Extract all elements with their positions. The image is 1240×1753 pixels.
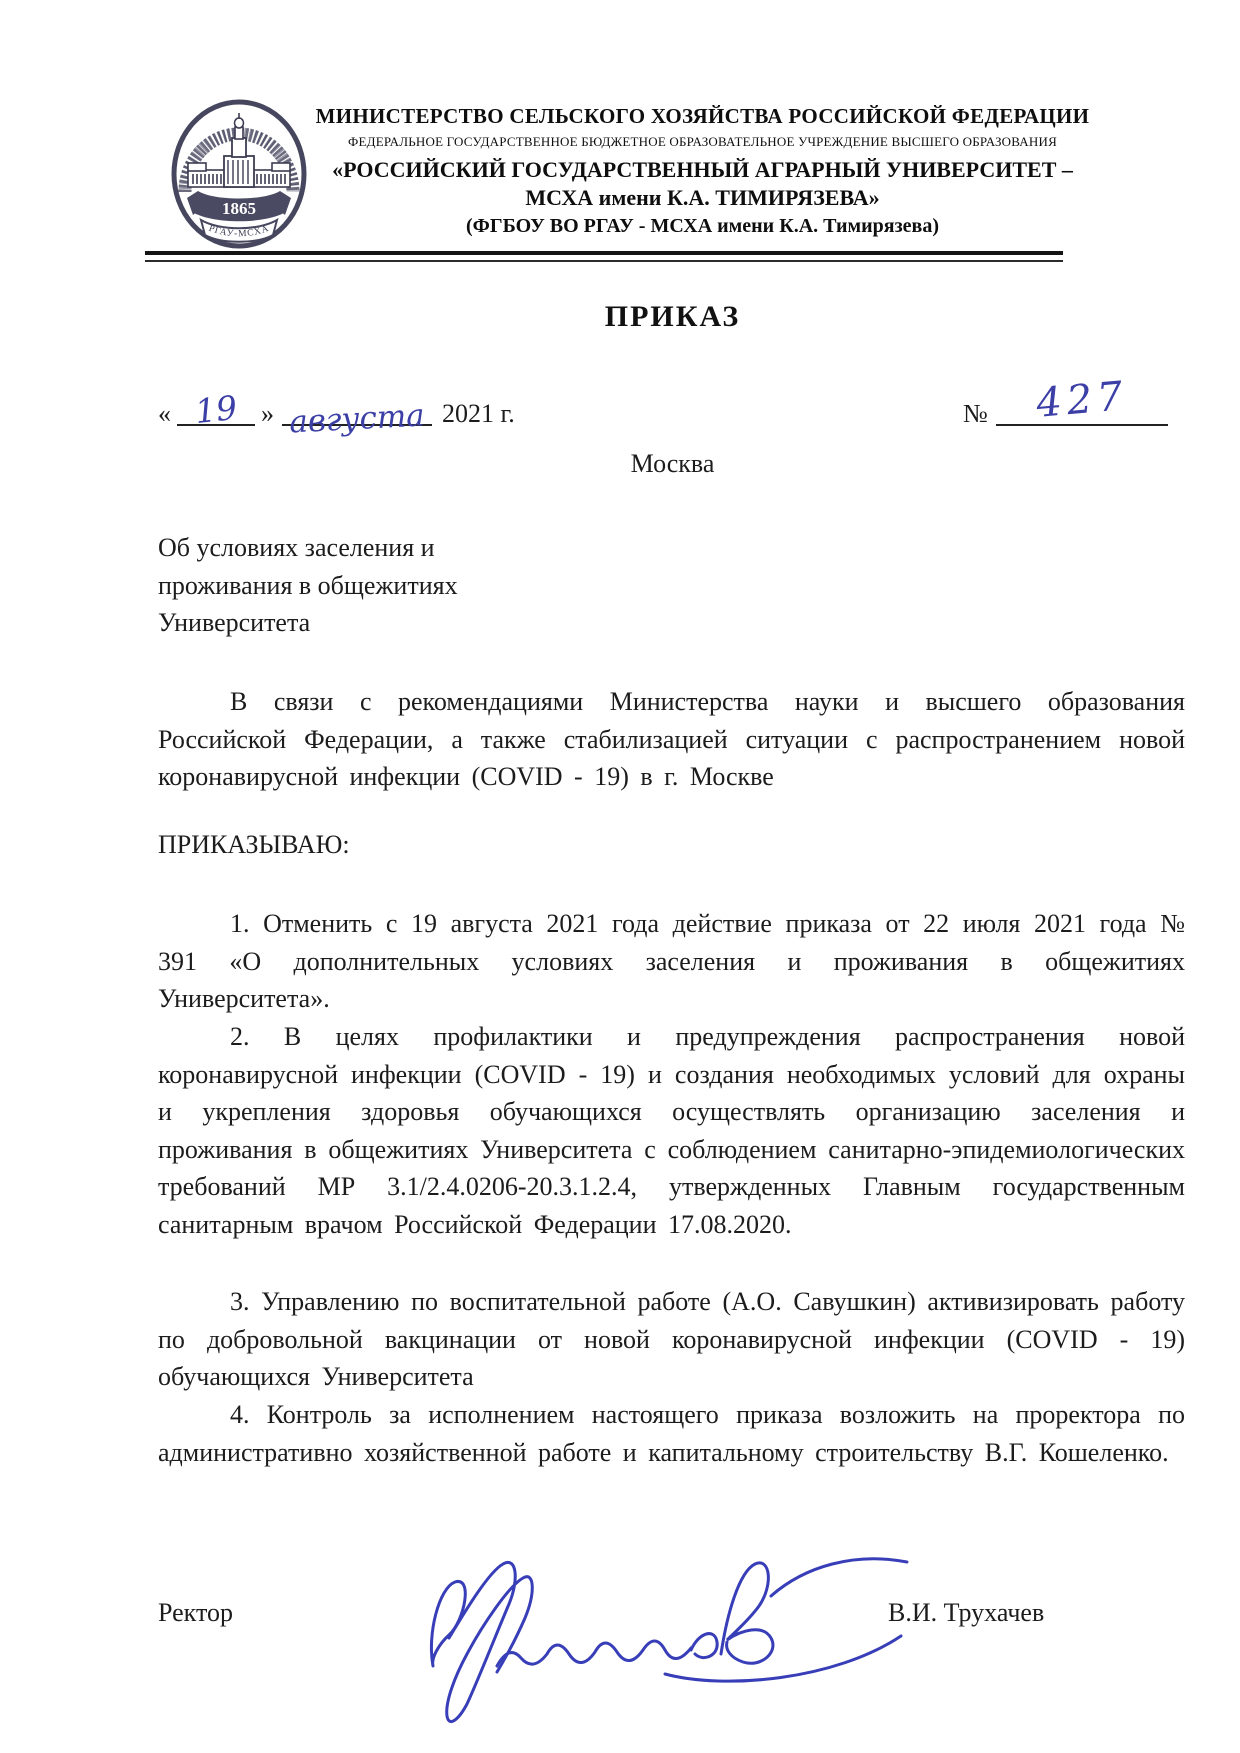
preamble-paragraph: В связи с рекомендациями Министерства науки и высшего образования Российской Федерации, а также стабилизацией ситуации с распространением новой коронавирусной инфекции (COVID - 19) в г. Москве — [158, 687, 1185, 791]
ministry-line: МИНИСТЕРСТВО СЕЛЬСКОГО ХОЗЯЙСТВА РОССИЙСКОЙ ФЕДЕРАЦИИ — [315, 104, 1090, 128]
handwritten-month: августа — [288, 397, 426, 441]
subject-line: проживания в общежитиях — [158, 570, 458, 600]
subject-line: Об условиях заселения и — [158, 533, 435, 562]
order-item-3: 3. Управлению по воспитательной работе (А.О. Савушкин) активизировать работу по добровольной вакцинации от новой коронавирусной инфекции (COVID - 19) обучающихся Университета — [158, 1287, 1185, 1391]
rector-handwritten-signature — [415, 1538, 920, 1728]
date-line — [158, 387, 515, 441]
letterhead — [250, 104, 1155, 238]
university-name-line2: МСХА имени К.А. ТИМИРЯЗЕВА» — [525, 185, 880, 210]
number-label: № — [963, 399, 988, 428]
header-divider-rule — [145, 251, 1063, 262]
logo-year: 1865 — [222, 199, 256, 218]
handwritten-day: 19 — [193, 387, 239, 432]
quote-open: « — [158, 399, 171, 428]
document-title: ПРИКАЗ — [604, 300, 741, 333]
quote-close: » — [261, 399, 274, 428]
resolution-word: ПРИКАЗЫВАЮ: — [158, 830, 350, 859]
order-number-line — [963, 373, 1168, 429]
order-item-2: 2. В целях профилактики и предупреждения распространения новой коронавирусной инфекции (COVID - 19) и создания необходимых условий для охраны и укрепления здоровья обучающихся осуществлять организацию заселения и проживания в общежитиях Университета с соблюдением санитарно-эпидемиологических требований МР 3.1/2.4.0206-20.3.1.2.4, утвержденных Главным государственным санитарным врачом Российской Федерации 17.08.2020. — [158, 1022, 1185, 1239]
city-line: Москва — [630, 449, 715, 478]
number-blank — [996, 373, 1168, 427]
subject-line: Университета — [158, 608, 311, 637]
day-blank — [177, 387, 255, 432]
order-item-4: 4. Контроль за исполнением настоящего приказа возложить на проректора по административно хозяйственной работе и капитальному строительству В.Г. Кошеленко. — [158, 1400, 1185, 1467]
handwritten-order-number: 427 — [1034, 373, 1130, 427]
month-blank — [282, 396, 432, 441]
logo-ribbon-text: РГАУ-МСХА — [207, 223, 271, 240]
year-text: 2021 г. — [442, 399, 515, 428]
university-abbreviation: (ФГБОУ ВО РГАУ - МСХА имени К.А. Тимирязева) — [466, 215, 939, 237]
university-name-line1: «РОССИЙСКИЙ ГОСУДАРСТВЕННЫЙ АГРАРНЫЙ УНИВЕРСИТЕТ – — [332, 157, 1073, 182]
signer-name: В.И. Трухачев — [888, 1598, 1045, 1627]
institution-type-line: ФЕДЕРАЛЬНОЕ ГОСУДАРСТВЕННОЕ БЮДЖЕТНОЕ ОБРАЗОВАТЕЛЬНОЕ УЧРЕЖДЕНИЕ ВЫСШЕГО ОБРАЗОВАНИЯ — [348, 134, 1057, 149]
signer-position: Ректор — [158, 1598, 233, 1627]
order-item-1: 1. Отменить с 19 августа 2021 года действие приказа от 22 июля 2021 года № 391 «О дополнительных условиях заселения и проживания в общежитиях Университета». — [158, 909, 1185, 1013]
subject-block — [158, 529, 458, 642]
